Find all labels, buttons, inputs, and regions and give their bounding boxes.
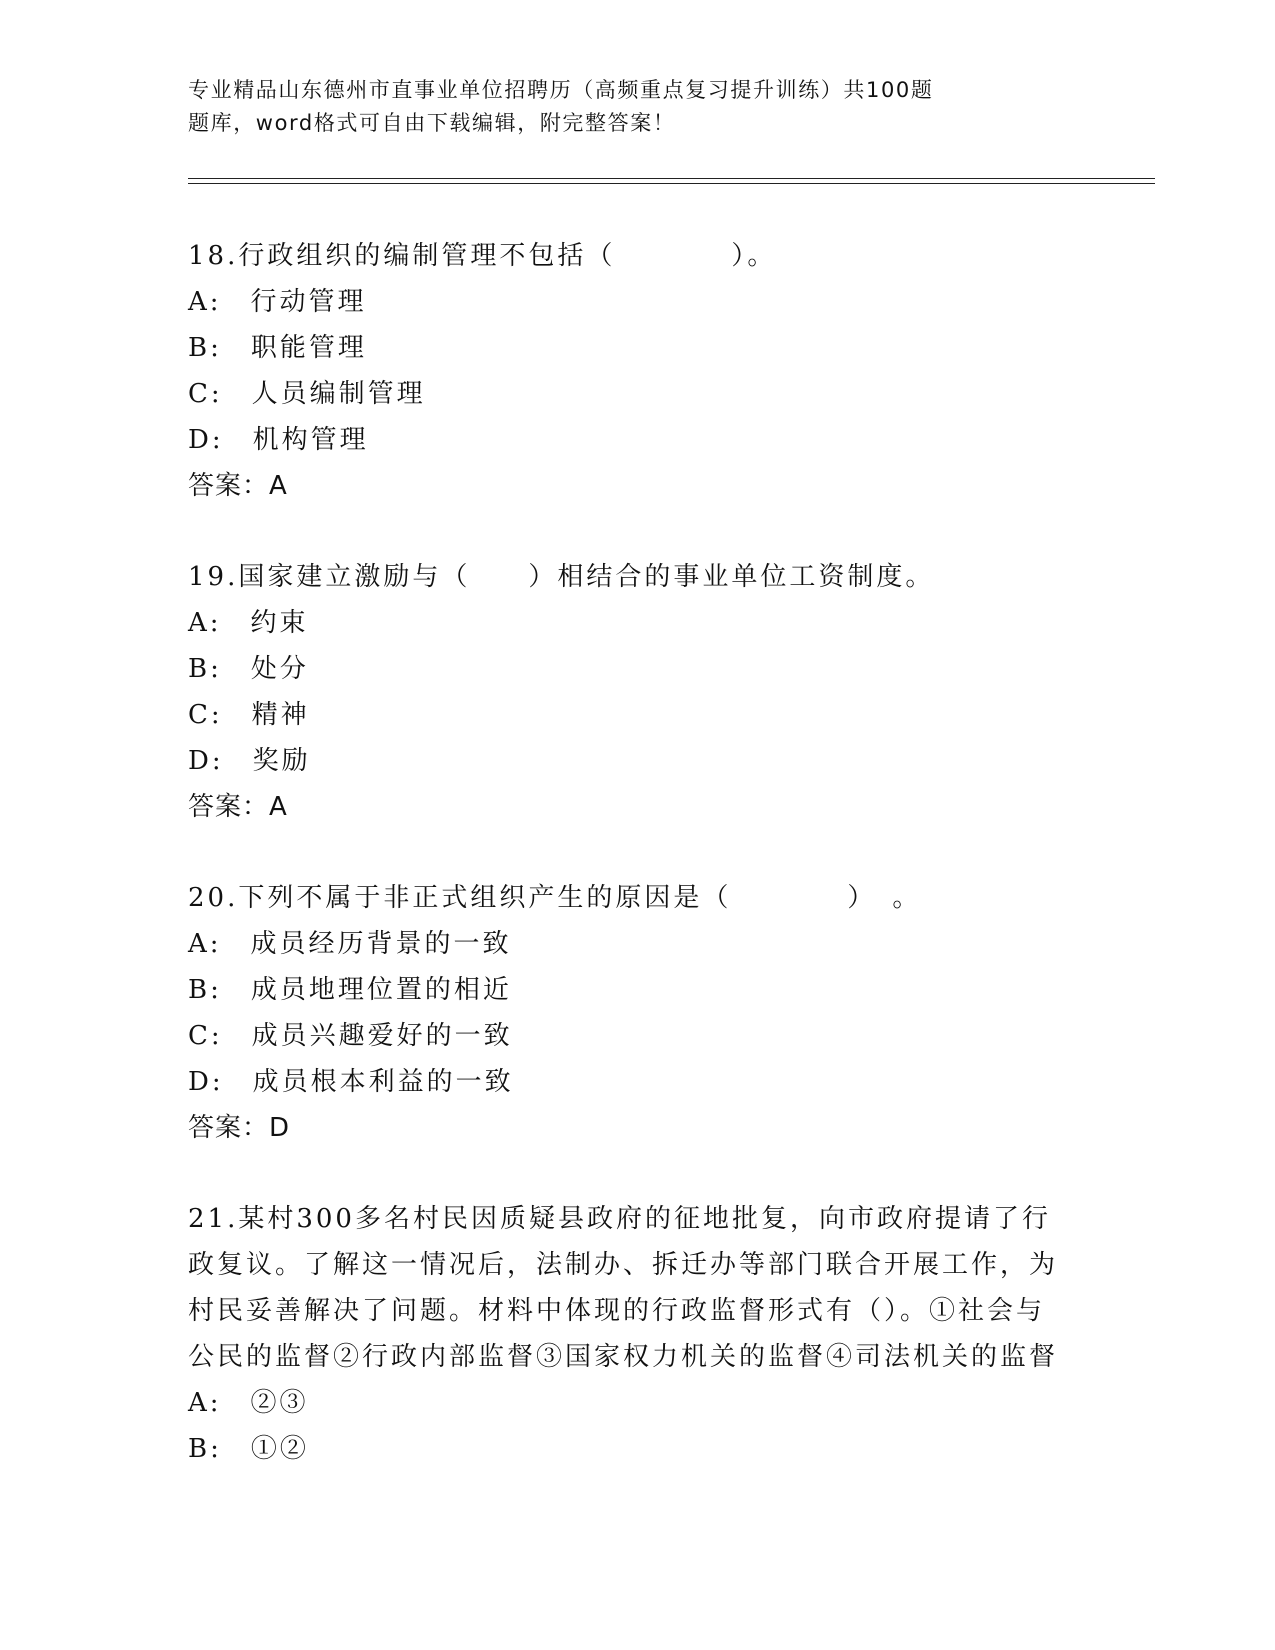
header-divider-top	[188, 178, 1155, 179]
option-a: A: 行动管理	[188, 287, 367, 317]
option-c: C: 成员兴趣爱好的一致	[188, 1021, 513, 1051]
document-header	[188, 74, 1028, 140]
question-21	[188, 1196, 1088, 1472]
option-d: D: 成员根本利益的一致	[188, 1067, 514, 1097]
option-a: A: 成员经历背景的一致	[188, 929, 512, 959]
option-c: C: 精神	[188, 700, 310, 730]
question-text: 18.行政组织的编制管理不包括（ ）。	[188, 241, 777, 271]
header-divider-bottom	[188, 183, 1155, 184]
option-b: B: ①②	[188, 1434, 309, 1464]
option-d: D: 机构管理	[188, 425, 369, 455]
question-18	[188, 233, 1088, 509]
option-b: B: 职能管理	[188, 333, 367, 363]
question-text: 21.某村300多名村民因质疑县政府的征地批复，向市政府提请了行政复议。了解这一情况后，法制办、拆迁办等部门联合开展工作，为村民妥善解决了问题。材料中体现的行政监督形式有（）。①社会与公民的监督②行政内部监督③国家权力机关的监督④司法机关的监督	[188, 1204, 1059, 1372]
option-b: B: 成员地理位置的相近	[188, 975, 512, 1005]
header-line-2: 题库，word格式可自由下载编辑，附完整答案！	[188, 111, 676, 135]
header-line-1: 专业精品山东德州市直事业单位招聘历（高频重点复习提升训练）共100题	[188, 78, 934, 102]
answer: 答案：A	[188, 792, 288, 822]
option-a: A: 约束	[188, 608, 309, 638]
option-a: A: ②③	[188, 1388, 309, 1418]
option-d: D: 奖励	[188, 746, 311, 776]
option-b: B: 处分	[188, 654, 309, 684]
question-20	[188, 875, 1088, 1151]
answer: 答案：D	[188, 1113, 291, 1143]
question-text: 19.国家建立激励与（ ）相结合的事业单位工资制度。	[188, 562, 935, 592]
question-19	[188, 554, 1088, 830]
answer: 答案：A	[188, 471, 288, 501]
question-text: 20.下列不属于非正式组织产生的原因是（ ） 。	[188, 883, 922, 913]
option-c: C: 人员编制管理	[188, 379, 426, 409]
